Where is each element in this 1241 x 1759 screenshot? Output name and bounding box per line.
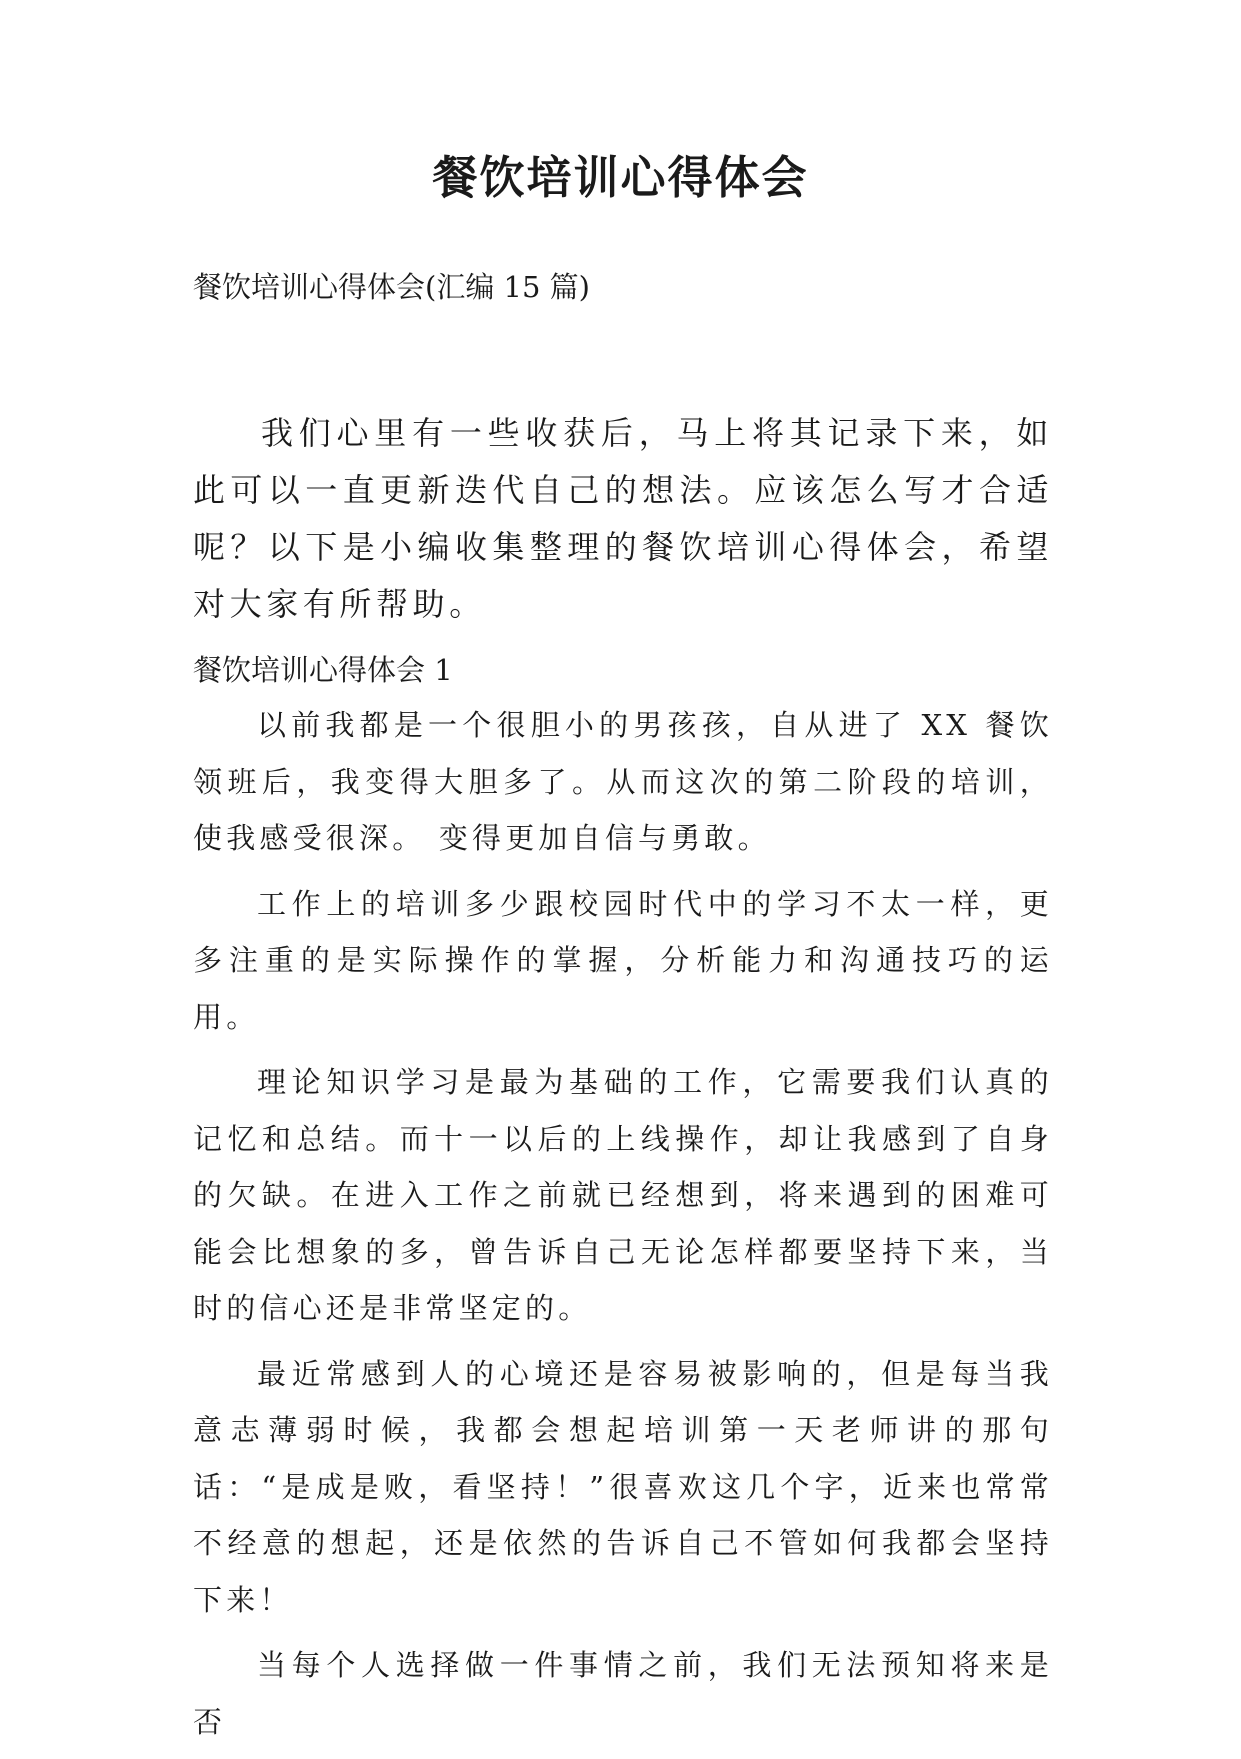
document-subtitle: 餐饮培训心得体会(汇编 15 篇) — [193, 270, 590, 304]
section-heading: 餐饮培训心得体会 1 — [193, 653, 453, 687]
body-paragraph: 最近常感到人的心境还是容易被影响的，但是每当我意志薄弱时候，我都会想起培训第一天老师讲的那句话：“是成是败，看坚持！”很喜欢这几个字，近来也常常不经意的想起，还是依然的告诉自己不管如何我都会坚持下来！ — [193, 1356, 1053, 1617]
document-title: 餐饮培训心得体会 — [432, 151, 809, 204]
body-paragraph: 理论知识学习是最为基础的工作，它需要我们认真的记忆和总结。而十一以后的上线操作，却让我感到了自身的欠缺。在进入工作之前就已经想到，将来遇到的困难可能会比想象的多，曾告诉自己无论怎样都要坚持下来，当时的信心还是非常坚定的。 — [193, 1065, 1053, 1325]
intro-paragraph: 我们心里有一些收获后，马上将其记录下来，如此可以一直更新迭代自己的想法。应该怎么写才合适呢？以下是小编收集整理的餐饮培训心得体会，希望对大家有所帮助。 — [193, 414, 1053, 623]
body-paragraph: 以前我都是一个很胆小的男孩孩，自从进了 XX 餐饮领班后，我变得大胆多了。从而这次的第二阶段的培训，使我感受很深。 变得更加自信与勇敢。 — [193, 708, 1053, 855]
body-paragraph: 当每个人选择做一件事情之前，我们无法预知将来是否 — [193, 1648, 1053, 1739]
section-body — [193, 697, 1053, 1759]
body-paragraph: 工作上的培训多少跟校园时代中的学习不太一样，更多注重的是实际操作的掌握，分析能力和沟通技巧的运用。 — [193, 886, 1053, 1034]
